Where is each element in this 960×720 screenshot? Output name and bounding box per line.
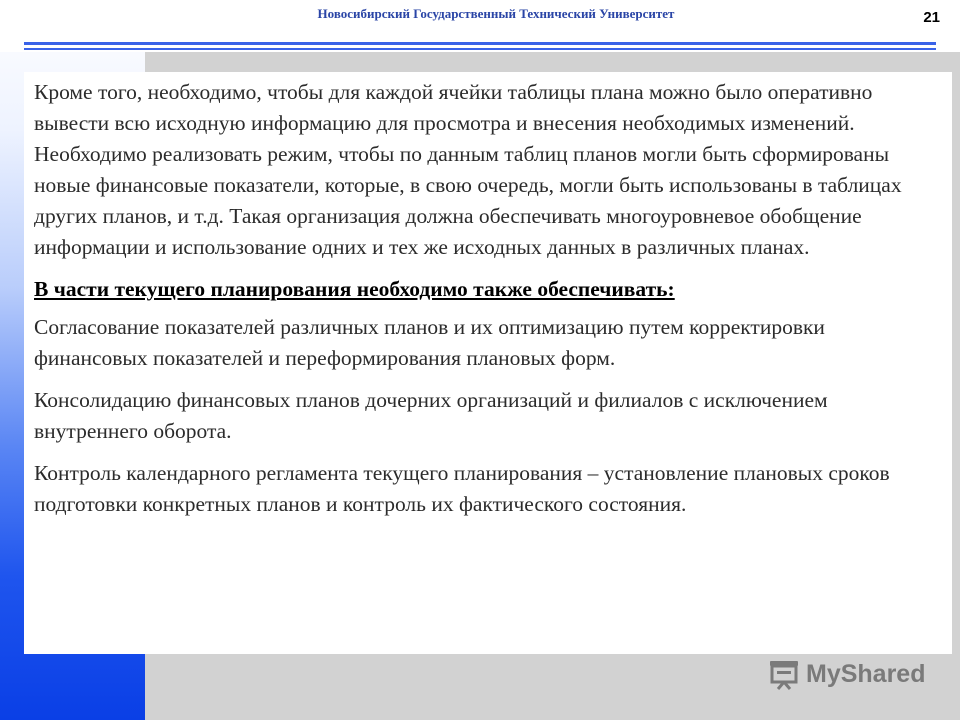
paragraph-consolidation: Консолидацию финансовых планов дочерних организаций и филиалов с исключением внутреннего оборота.: [34, 388, 828, 443]
section-heading: В части текущего планирования необходимо также обеспечивать:: [34, 277, 675, 301]
presentation-board-icon: [768, 658, 800, 690]
content-box: [24, 72, 952, 654]
slide-header: [0, 0, 960, 52]
paragraph-intro: Кроме того, необходимо, чтобы для каждой ячейки таблицы плана можно было оперативно вывести всю исходную информацию для просмотра и внесения необходимых изменений. Необходимо реализовать режим, чтобы по данным таблиц планов могли быть сформированы новые финансовые показатели, которые, в свою очередь, могли быть использованы в таблицах других планов, и т.д. Такая организация должна обеспечивать многоуровневое обобщение информации и использование одних и тех же исходных данных в различных планах.: [34, 80, 902, 259]
paragraph-coordination: Согласование показателей различных планов и их оптимизацию путем корректировки финансовых показателей и переформирования плановых форм.: [34, 315, 825, 370]
header-rule-top: [24, 42, 936, 45]
university-title: Новосибирский Государственный Технический Университет: [317, 6, 675, 21]
watermark-text: MyShared: [806, 659, 926, 688]
header-rule-bottom: [24, 48, 936, 50]
paragraph-schedule-control: Контроль календарного регламента текущего планирования – установление плановых сроков подготовки конкретных планов и контроль их фактического состояния.: [34, 461, 890, 516]
page-number: 21: [923, 9, 940, 26]
myshared-watermark: [768, 656, 925, 692]
